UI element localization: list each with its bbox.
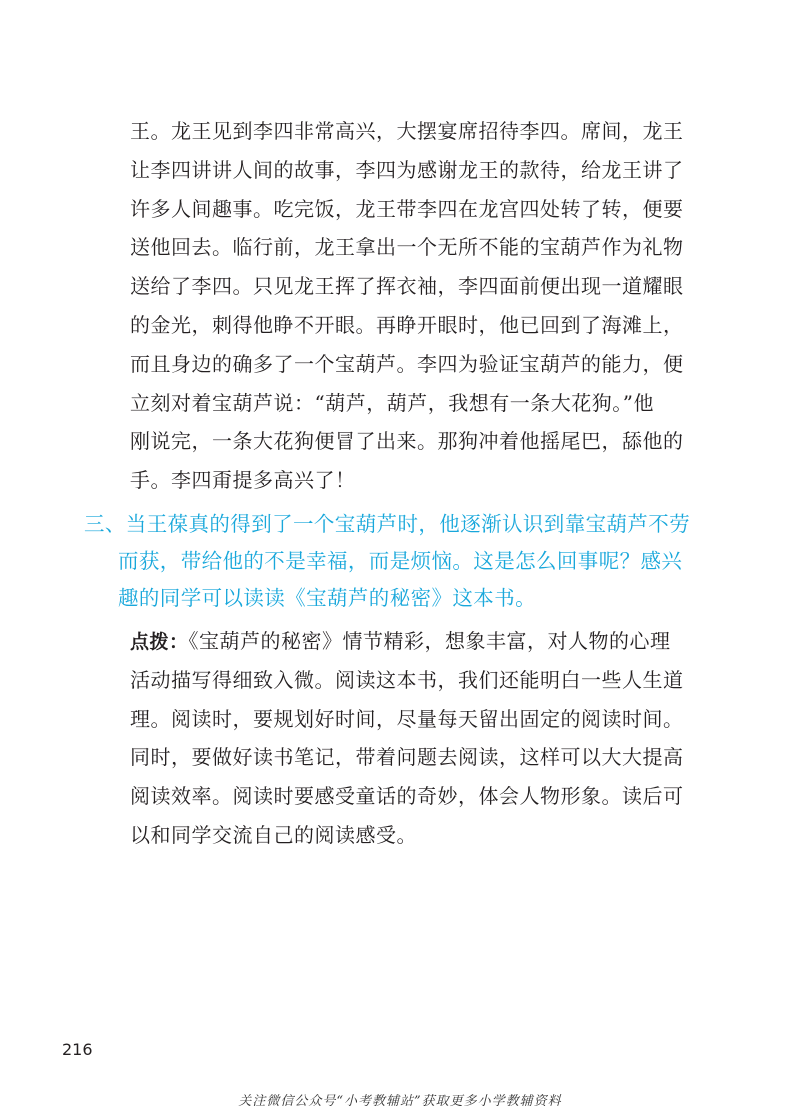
question-line: 三、当王葆真的得到了一个宝葫芦时，他逐渐认识到靠宝葫芦不劳 — [84, 512, 691, 536]
tip-line: 以和同学交流自己的阅读感受。 — [130, 822, 417, 847]
story-line: 而且身边的确多了一个宝葫芦。李四为验证宝葫芦的能力，便 — [130, 351, 684, 376]
story-line: 王。龙王见到李四非常高兴，大摆宴席招待李四。席间，龙王 — [130, 119, 684, 143]
story-paragraph — [130, 112, 695, 500]
story-line: 让李四讲讲人间的故事，李四为感谢龙王的款待，给龙王讲了 — [130, 157, 684, 182]
tip-first-text: 《宝葫芦的秘密》情节精彩，想象丰富，对人物的心理 — [188, 629, 671, 653]
story-line: 许多人间趣事。吃完饭，龙王带李四在龙宫四处转了转，便要 — [130, 196, 684, 221]
story-line: 送他回去。临行前，龙王拿出一个无所不能的宝葫芦作为礼物 — [130, 235, 684, 260]
story-line: 的金光，刺得他睁不开眼。再睁开眼时，他已回到了海滩上， — [130, 312, 684, 337]
footer-note: 关注微信公众号“小考教辅站”获取更多小学教辅资料 — [238, 1094, 562, 1109]
tip-line: 活动描写得细致入微。阅读这本书，我们还能明白一些人生道 — [130, 667, 684, 692]
story-line: 立刻对着宝葫芦说：“葫芦，葫芦，我想有一条大花狗。”他 — [130, 390, 654, 415]
question-line: 而获，带给他的不是幸福，而是烦恼。这是怎么回事呢？感兴 — [118, 549, 683, 573]
question-three — [84, 506, 704, 617]
tip-line: 阅读效率。阅读时要感受童话的奇妙，体会人物形象。读后可 — [130, 784, 684, 809]
tip-label: 点拨： — [130, 631, 189, 653]
story-line: 手。李四甭提多高兴了！ — [130, 468, 356, 493]
question-line: 趣的同学可以读读《宝葫芦的秘密》这本书。 — [118, 586, 536, 610]
tip-first-line — [130, 622, 695, 661]
story-line: 送给了李四。只见龙王挥了挥衣袖，李四面前便出现一道耀眼 — [130, 274, 684, 299]
tip-line: 同时，要做好读书笔记，带着问题去阅读，这样可以大大提高 — [130, 745, 684, 770]
story-line: 刚说完，一条大花狗便冒了出来。那狗冲着他摇尾巴，舔他的 — [130, 429, 684, 454]
page-number: 216 — [62, 1040, 93, 1059]
tip-line: 理。阅读时，要规划好时间，尽量每天留出固定的阅读时间。 — [130, 706, 684, 731]
tip-paragraph — [130, 622, 695, 855]
